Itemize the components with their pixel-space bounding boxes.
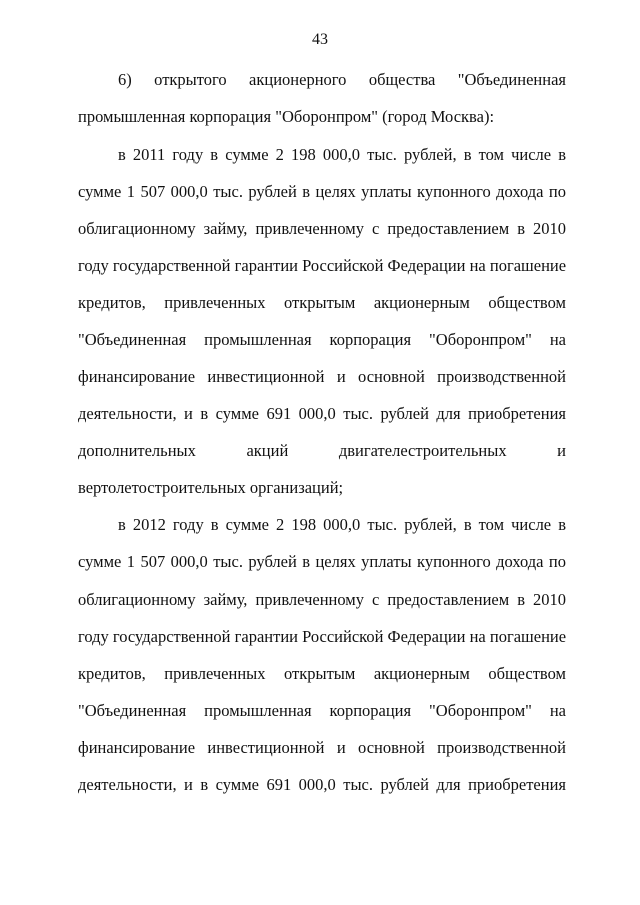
text-line: "Объединенная промышленная корпорация "Оборонпром" на bbox=[78, 330, 566, 349]
text-line: в 2012 году в сумме 2 198 000,0 тыс. рублей, в том числе в bbox=[118, 515, 566, 534]
text-line: деятельности, и в сумме 691 000,0 тыс. рублей для приобретения bbox=[78, 775, 566, 794]
text-line: облигационному займу, привлеченному с предоставлением в 2010 bbox=[78, 219, 566, 238]
text-line: 6) открытого акционерного общества "Объединенная bbox=[118, 70, 566, 89]
page-number: 43 bbox=[312, 31, 328, 48]
text-line: промышленная корпорация "Оборонпром" (город Москва): bbox=[78, 107, 495, 126]
text-line: в 2011 году в сумме 2 198 000,0 тыс. рублей, в том числе в bbox=[118, 145, 566, 164]
text-line: "Объединенная промышленная корпорация "Оборонпром" на bbox=[78, 701, 566, 720]
text-line: вертолетостроительных организаций; bbox=[78, 478, 344, 497]
text-line: финансирование инвестиционной и основной производственной bbox=[78, 367, 566, 386]
text-line: облигационному займу, привлеченному с предоставлением в 2010 bbox=[78, 590, 566, 609]
text-line: году государственной гарантии Российской Федерации на погашение bbox=[78, 256, 566, 275]
text-line: сумме 1 507 000,0 тыс. рублей в целях уплаты купонного дохода по bbox=[78, 552, 566, 571]
text-line: сумме 1 507 000,0 тыс. рублей в целях уплаты купонного дохода по bbox=[78, 182, 566, 201]
text-line: кредитов, привлеченных открытым акционерным обществом bbox=[78, 664, 566, 683]
text-line: году государственной гарантии Российской Федерации на погашение bbox=[78, 627, 566, 646]
text-line: деятельности, и в сумме 691 000,0 тыс. рублей для приобретения bbox=[78, 404, 566, 423]
text-line: дополнительных акций двигателестроительных и bbox=[78, 441, 566, 460]
text-line: кредитов, привлеченных открытым акционерным обществом bbox=[78, 293, 566, 312]
text-line: финансирование инвестиционной и основной производственной bbox=[78, 738, 566, 757]
